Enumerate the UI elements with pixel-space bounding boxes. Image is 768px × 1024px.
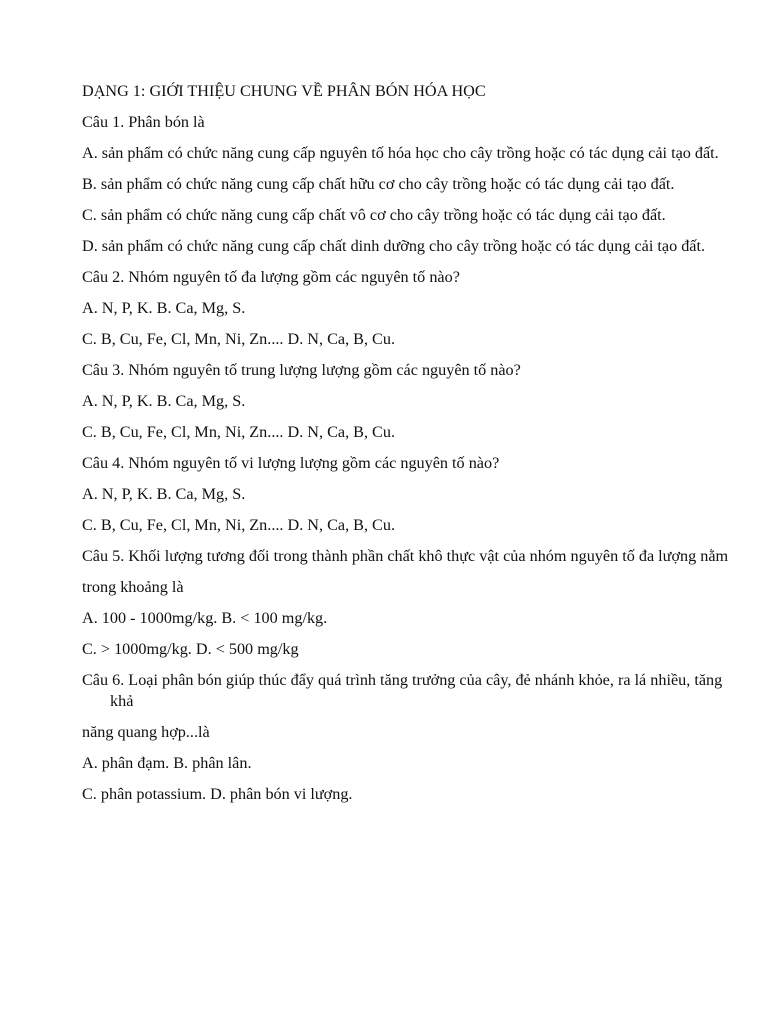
question-1-option-c: C. sản phẩm có chức năng cung cấp chất vô cơ cho cây trồng hoặc có tác dụng cải tạo đất. — [82, 206, 666, 224]
question-4-stem: Câu 4. Nhóm nguyên tố vi lượng lượng gồm các nguyên tố nào? — [82, 454, 500, 472]
question-2-options-ab: A. N, P, K. B. Ca, Mg, S. — [82, 299, 246, 317]
question-5-options-ab: A. 100 - 1000mg/kg. B. < 100 mg/kg. — [82, 609, 328, 627]
question-2-options-cd: C. B, Cu, Fe, Cl, Mn, Ni, Zn.... D. N, Ca, B, Cu. — [82, 330, 395, 348]
question-6-options-ab: A. phân đạm. B. phân lân. — [82, 754, 252, 772]
question-1-option-a: A. sản phẩm có chức năng cung cấp nguyên tố hóa học cho cây trồng hoặc có tác dụng cải tạo đất. — [82, 144, 719, 162]
question-5-stem-continued: trong khoảng là — [82, 578, 184, 596]
question-3-stem: Câu 3. Nhóm nguyên tố trung lượng lượng gồm các nguyên tố nào? — [82, 361, 521, 379]
question-5-stem: Câu 5. Khối lượng tương đối trong thành phần chất khô thực vật của nhóm nguyên tố đa lượng nằm — [82, 547, 729, 565]
document-body — [82, 81, 732, 815]
question-6-stem-continued: năng quang hợp...là — [82, 723, 210, 741]
question-1-stem: Câu 1. Phân bón là — [82, 113, 205, 131]
question-5-options-cd: C. > 1000mg/kg. D. < 500 mg/kg — [82, 640, 299, 658]
question-3-options-ab: A. N, P, K. B. Ca, Mg, S. — [82, 392, 246, 410]
question-6-stem: Câu 6. Loại phân bón giúp thúc đẩy quá trình tăng trưởng của cây, đẻ nhánh khỏe, ra lá nhiều, tăng khả — [82, 671, 723, 710]
question-6-options-cd: C. phân potassium. D. phân bón vi lượng. — [82, 785, 353, 803]
question-2-stem: Câu 2. Nhóm nguyên tố đa lượng gồm các nguyên tố nào? — [82, 268, 460, 286]
question-4-options-cd: C. B, Cu, Fe, Cl, Mn, Ni, Zn.... D. N, Ca, B, Cu. — [82, 516, 395, 534]
question-3-options-cd: C. B, Cu, Fe, Cl, Mn, Ni, Zn.... D. N, Ca, B, Cu. — [82, 423, 395, 441]
question-4-options-ab: A. N, P, K. B. Ca, Mg, S. — [82, 485, 246, 503]
question-1-option-b: B. sản phẩm có chức năng cung cấp chất hữu cơ cho cây trồng hoặc có tác dụng cải tạo đất. — [82, 175, 675, 193]
question-1-option-d: D. sản phẩm có chức năng cung cấp chất dinh dưỡng cho cây trồng hoặc có tác dụng cải tạo đất. — [82, 237, 706, 255]
section-heading: DẠNG 1: GIỚI THIỆU CHUNG VỀ PHÂN BÓN HÓA HỌC — [82, 82, 486, 100]
